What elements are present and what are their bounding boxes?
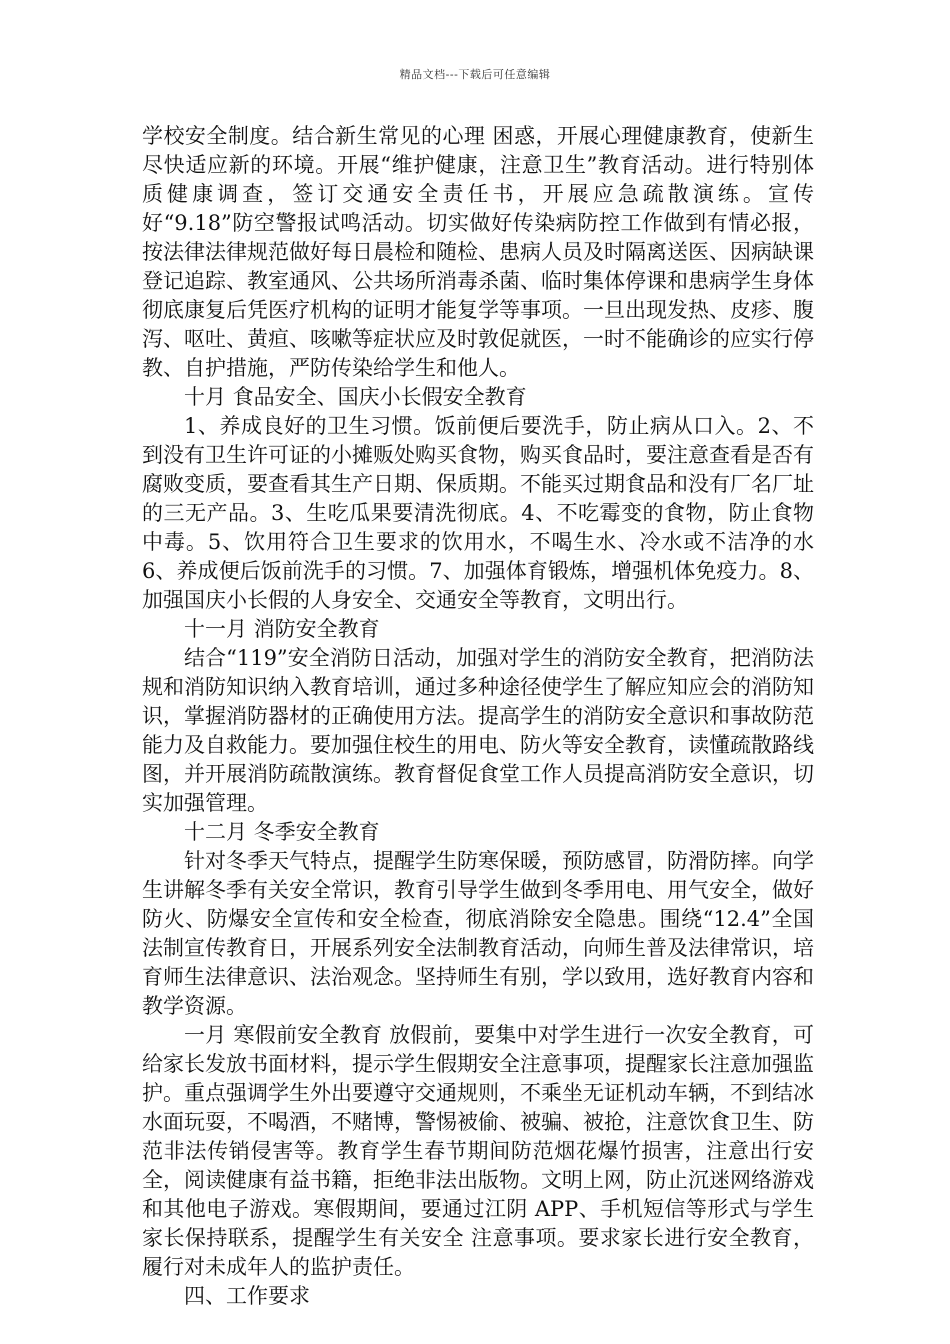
heading-november: 十一月 消防安全教育 xyxy=(184,617,380,641)
paragraph-october: 1、养成良好的卫生习惯。饭前便后要洗手，防止病从口入。2、不到没有卫生许可证的小摊贩处购买食物，购买食品时，要注意查看是否有腐败变质，要查看其生产日期、保质期。不能买过期食品和没有厂名厂址的三无产品。3、生吃瓜果要清洗彻底。4、不吃霉变的食物，防止食物中毒。5、饮用符合卫生要求的饮用水，不喝生水、冷水或不洁净的水 6、养成便后饭前洗手的习惯。7、加强体育锻炼，增强机体免疫力。8、加强国庆小长假的人身安全、交通安全等教育，文明出行。 xyxy=(142,414,814,612)
document-body xyxy=(142,122,814,1311)
paragraph-december: 针对冬季天气特点，提醒学生防寒保暖，预防感冒，防滑防摔。向学生讲解冬季有关安全常识，教育引导学生做到冬季用电、用气安全，做好防火、防爆安全宣传和安全检查，彻底消除安全隐患。围绕“12.4”全国法制宣传教育日，开展系列安全法制教育活动，向师生普及法律常识，培育师生法律意识、法治观念。坚持师生有别，学以致用，选好教育内容和教学资源。 xyxy=(142,849,814,1018)
paragraph-november: 结合“119”安全消防日活动，加强对学生的消防安全教育，把消防法规和消防知识纳入教育培训，通过多种途径使学生了解应知应会的消防知识，掌握消防器材的正确使用方法。提高学生的消防安全意识和事故防范能力及自救能力。要加强住校生的用电、防火等安全教育，读懂疏散路线图，并开展消防疏散演练。教育督促食堂工作人员提高消防安全意识，切实加强管理。 xyxy=(142,646,814,815)
paragraph-january: 一月 寒假前安全教育 放假前，要集中对学生进行一次安全教育，可给家长发放书面材料，提示学生假期安全注意事项，提醒家长注意加强监护。重点强调学生外出要遵守交通规则，不乘坐无证机动车辆，不到结冰水面玩耍，不喝酒，不赌博，警惕被偷、被骗、被抢，注意饮食卫生、防范非法传销侵害等。教育学生春节期间防范烟花爆竹损害，注意出行安全，阅读健康有益书籍，拒绝非法出版物。文明上网，防止沉迷网络游戏和其他电子游戏。寒假期间，要通过江阴 APP、手机短信等形式与学生家长保持联系，提醒学生有关安全 注意事项。要求家长进行安全教育，履行对未成年人的监护责任。 xyxy=(142,1023,814,1279)
page-header: 精品文档---下载后可任意编辑 xyxy=(399,68,551,81)
paragraph-school-safety: 学校安全制度。结合新生常见的心理 困惑，开展心理健康教育，使新生尽快适应新的环境。开展“维护健康，注意卫生”教育活动。进行特别体质健康调查，签订交通安全责任书，开展应急疏散演练。宣传好“9.18”防空警报试鸣活动。切实做好传染病防控工作做到有情必报，按法律法律规范做好每日晨检和随检、患病人员及时隔离送医、因病缺课登记追踪、教室通风、公共场所消毒杀菌、临时集体停课和患病学生身体彻底康复后凭医疗机构的证明才能复学等事项。一旦出现发热、皮疹、腹泻、呕吐、黄疸、咳嗽等症状应及时敦促就医，一时不能确诊的应实行停教、自护措施，严防传染给学生和他人。 xyxy=(142,124,814,380)
heading-october: 十月 食品安全、国庆小长假安全教育 xyxy=(184,385,527,409)
heading-work-requirements: 四、工作要求 xyxy=(184,1284,310,1308)
heading-december: 十二月 冬季安全教育 xyxy=(184,820,380,844)
